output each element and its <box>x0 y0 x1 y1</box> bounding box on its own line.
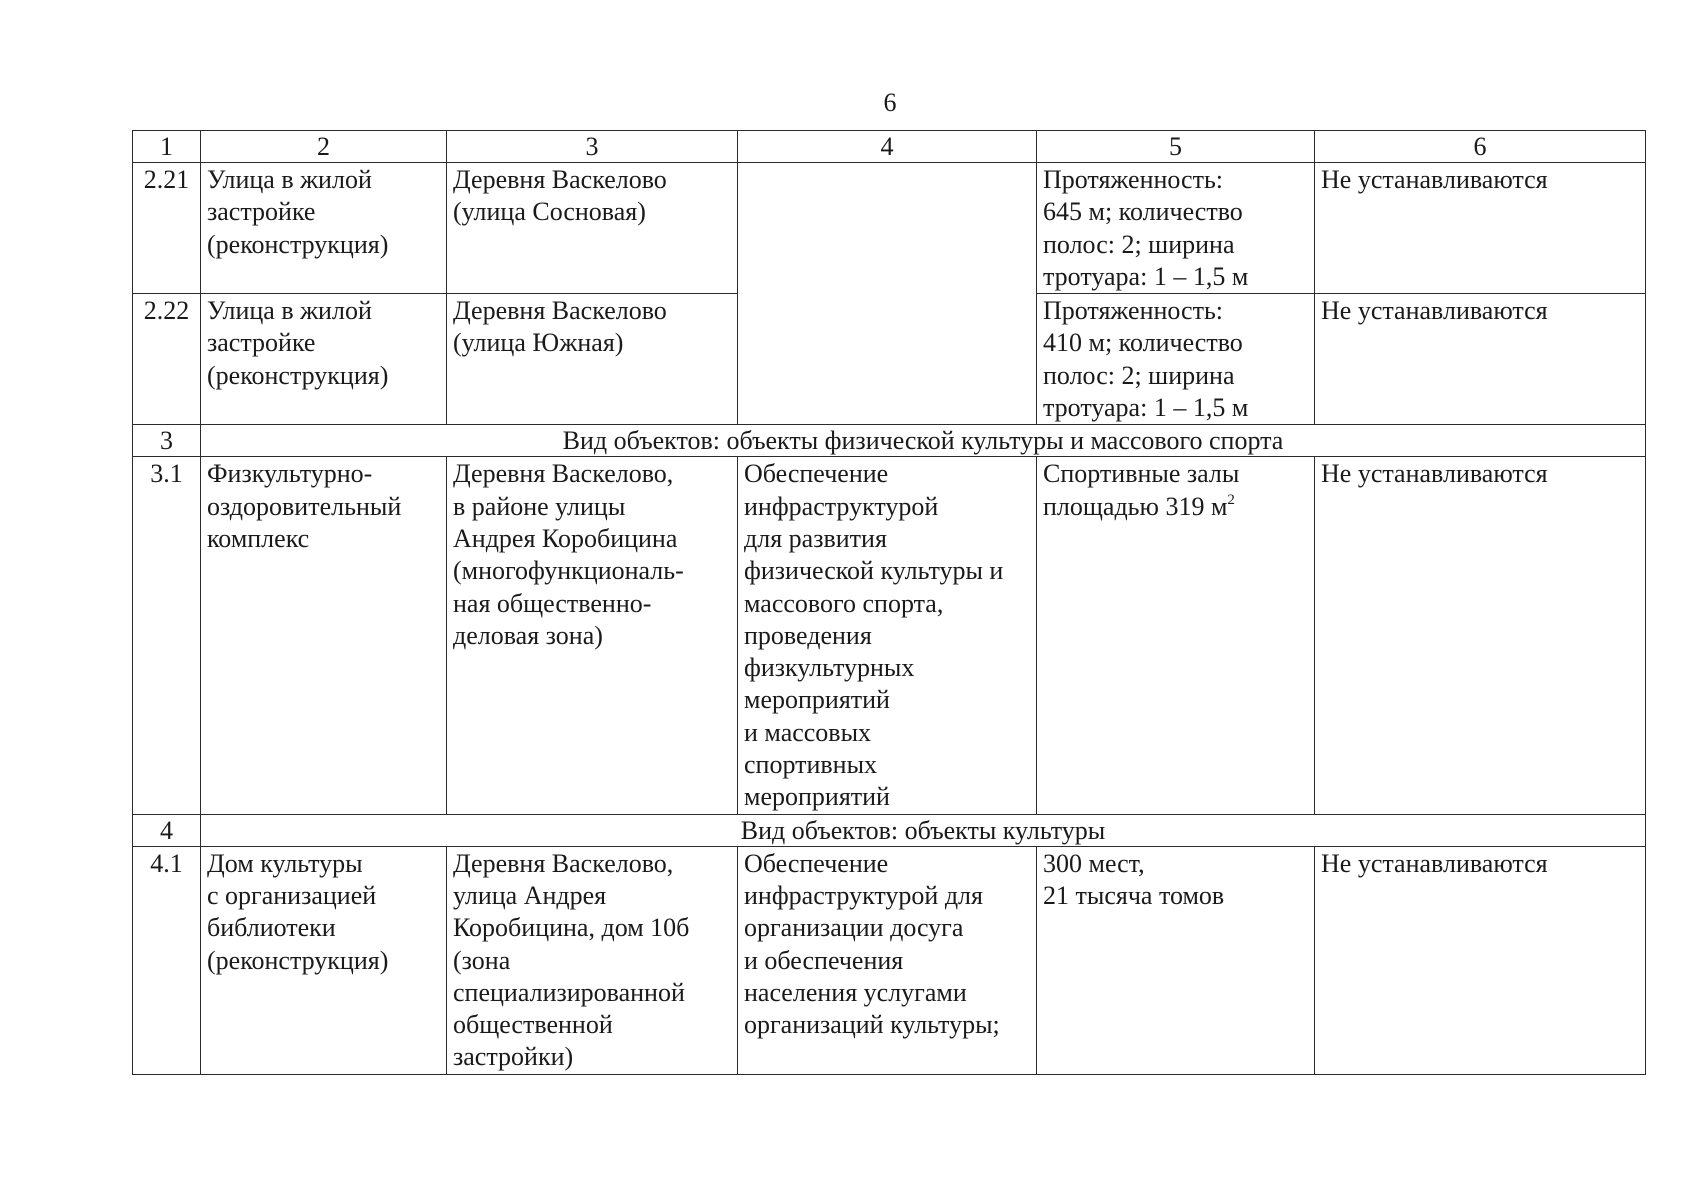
row-number: 3.1 <box>133 457 201 814</box>
text-line: и массовых <box>744 717 872 747</box>
text-line: физической культуры и <box>744 556 1004 586</box>
text-line <box>1043 491 1308 523</box>
column-header: 6 <box>1315 131 1646 163</box>
object-characteristics <box>1037 163 1315 294</box>
text-line: Деревня Васкелово, <box>453 848 674 878</box>
text-line: застройке <box>207 328 316 358</box>
object-location <box>447 457 738 814</box>
object-name <box>201 846 447 1074</box>
object-location <box>447 846 738 1074</box>
text-line: деловая зона) <box>453 620 603 650</box>
unit-superscript: 2 <box>1227 491 1235 508</box>
object-location <box>447 294 738 425</box>
text-line: Деревня Васкелово, <box>453 459 674 489</box>
text-line: 21 тысяча томов <box>1043 880 1225 910</box>
object-purpose <box>738 457 1037 814</box>
text-line: Улица в жилой <box>207 165 372 194</box>
text-line: Протяженность: <box>1043 165 1224 194</box>
text-line: (улица Сосновая) <box>453 197 646 227</box>
text-line: (зона <box>453 945 511 975</box>
text-line: организаций культуры; <box>744 1010 1000 1040</box>
text-line: с организацией <box>207 880 377 910</box>
object-zones: Не устанавливаются <box>1315 846 1646 1074</box>
text-line: (реконструкция) <box>207 229 389 259</box>
text-line: специализированной <box>453 977 685 1007</box>
text-line: общественной <box>453 1010 613 1040</box>
text-line: проведения <box>744 620 872 650</box>
planning-table <box>132 130 1646 1075</box>
text-line: (улица Южная) <box>453 328 624 358</box>
text-line: тротуара: 1 – 1,5 м <box>1043 393 1249 423</box>
section-number: 3 <box>133 425 201 457</box>
text-line: Дом культуры <box>207 848 363 878</box>
row-number: 2.21 <box>133 163 201 294</box>
text-line: инфраструктурой <box>744 491 939 521</box>
object-name <box>201 457 447 814</box>
object-zones: Не устанавливаются <box>1315 163 1646 294</box>
table-row <box>133 163 1646 294</box>
object-characteristics <box>1037 846 1315 1074</box>
text-line: 645 м; количество <box>1043 197 1243 227</box>
table-header-row <box>133 131 1646 163</box>
object-location <box>447 163 738 294</box>
section-title: Вид объектов: объекты физической культуры и массового спорта <box>201 425 1646 457</box>
text-line: спортивных <box>744 750 878 780</box>
text-line: Спортивные залы <box>1043 459 1240 489</box>
text-line: Обеспечение <box>744 459 889 489</box>
text-line: Физкультурно- <box>207 459 373 489</box>
text-line: 410 м; количество <box>1043 328 1243 358</box>
section-title: Вид объектов: объекты культуры <box>201 814 1646 846</box>
text-line: оздоровительный <box>207 491 402 521</box>
column-header: 2 <box>201 131 447 163</box>
text-line: застройке <box>207 197 316 227</box>
column-header: 1 <box>133 131 201 163</box>
text-line: населения услугами <box>744 977 967 1007</box>
text-line: Деревня Васкелово <box>453 296 667 326</box>
area-value: площадью 319 м <box>1043 491 1228 521</box>
table-row <box>133 846 1646 1074</box>
text-line: Андрея Коробицина <box>453 523 678 553</box>
object-characteristics <box>1037 457 1315 814</box>
text-line: в районе улицы <box>453 491 626 521</box>
column-header: 5 <box>1037 131 1315 163</box>
text-line: (реконструкция) <box>207 360 389 390</box>
text-line: ная общественно- <box>453 588 652 618</box>
text-line: мероприятий <box>744 782 890 812</box>
section-number: 4 <box>133 814 201 846</box>
text-line: застройки) <box>453 1042 574 1072</box>
page-number: 6 <box>883 88 897 117</box>
text-line: улица Андрея <box>453 880 607 910</box>
text-line: для развития <box>744 523 887 553</box>
object-purpose <box>738 846 1037 1074</box>
object-zones: Не устанавливаются <box>1315 457 1646 814</box>
row-number: 4.1 <box>133 846 201 1074</box>
object-purpose-empty <box>738 163 1037 425</box>
section-row <box>133 814 1646 846</box>
text-line: библиотеки <box>207 913 336 943</box>
text-line: организации досуга <box>744 913 964 943</box>
text-line: физкультурных <box>744 653 915 683</box>
text-line: полос: 2; ширина <box>1043 360 1235 390</box>
column-header: 3 <box>447 131 738 163</box>
text-line: массового спорта, <box>744 588 944 618</box>
text-line: Протяженность: <box>1043 296 1224 326</box>
table-row <box>133 457 1646 814</box>
text-line: 300 мест, <box>1043 848 1145 878</box>
text-line: Коробицина, дом 10б <box>453 913 690 943</box>
text-line: инфраструктурой для <box>744 880 983 910</box>
text-line: тротуара: 1 – 1,5 м <box>1043 261 1249 291</box>
text-line: полос: 2; ширина <box>1043 229 1235 259</box>
object-zones: Не устанавливаются <box>1315 294 1646 425</box>
row-number: 2.22 <box>133 294 201 425</box>
object-characteristics <box>1037 294 1315 425</box>
object-name <box>201 163 447 294</box>
text-line: Деревня Васкелово <box>453 165 667 194</box>
text-line: (многофункциональ- <box>453 556 684 586</box>
section-row <box>133 425 1646 457</box>
text-line: мероприятий <box>744 685 890 715</box>
text-line: (реконструкция) <box>207 945 389 975</box>
object-name <box>201 294 447 425</box>
text-line: Улица в жилой <box>207 296 372 326</box>
text-line: и обеспечения <box>744 945 904 975</box>
column-header: 4 <box>738 131 1037 163</box>
text-line: комплекс <box>207 523 310 553</box>
text-line: Обеспечение <box>744 848 889 878</box>
